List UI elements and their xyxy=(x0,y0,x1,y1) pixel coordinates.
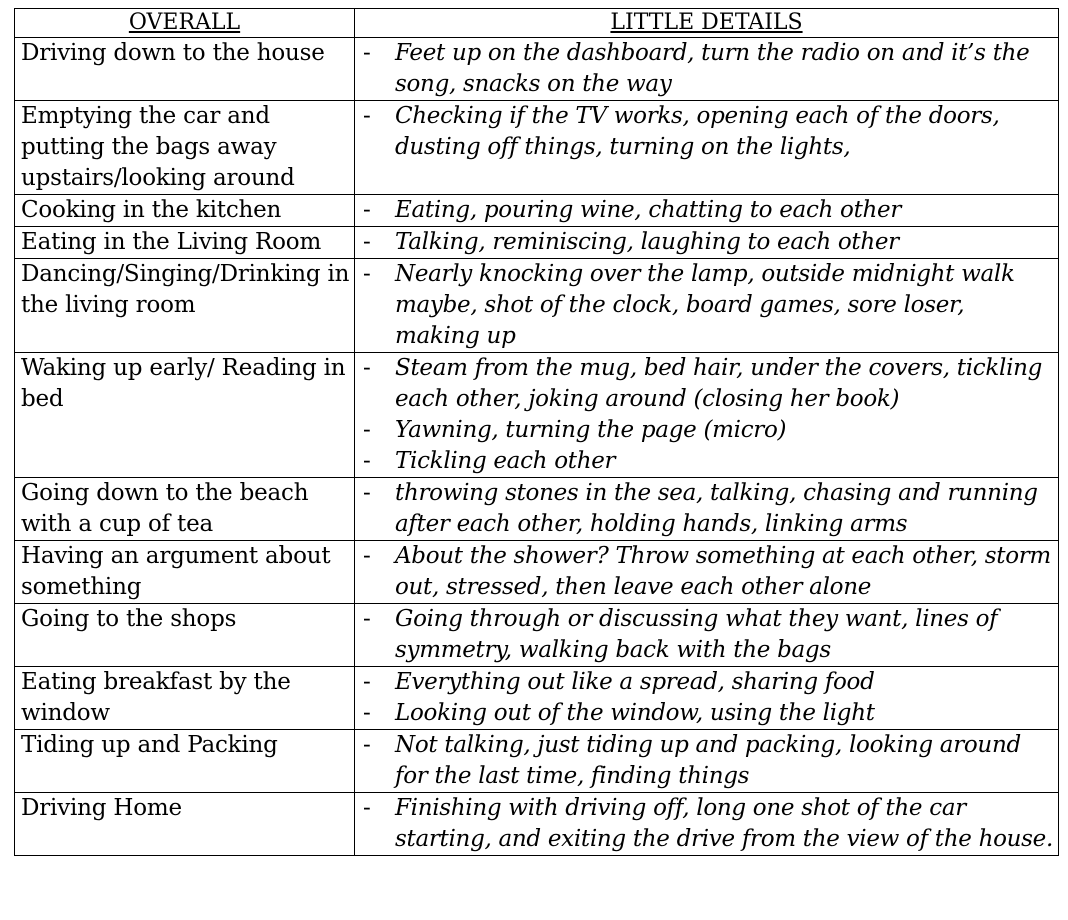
table-row xyxy=(15,667,1059,730)
dash-bullet: - xyxy=(363,732,371,758)
details-cell xyxy=(355,195,1059,227)
detail-item xyxy=(363,667,1054,698)
details-cell xyxy=(355,730,1059,793)
detail-text: Feet up on the dashboard, turn the radio on and it’s the song, snacks on the way xyxy=(395,40,1030,97)
overall-cell: Having an argument about something xyxy=(15,541,355,604)
overall-cell: Going to the shops xyxy=(15,604,355,667)
table-body xyxy=(15,38,1059,856)
table-row xyxy=(15,38,1059,101)
detail-text: About the shower? Throw something at each other, storm out, stressed, then leave each other alone xyxy=(395,543,1051,600)
details-cell xyxy=(355,353,1059,478)
overall-cell: Waking up early/ Reading in bed xyxy=(15,353,355,478)
overall-cell: Going down to the beach with a cup of tea xyxy=(15,478,355,541)
detail-text: Yawning, turning the page (micro) xyxy=(395,417,787,443)
detail-item xyxy=(363,698,1054,729)
detail-text: Finishing with driving off, long one shot of the car starting, and exiting the drive from the view of the house. xyxy=(395,795,1053,852)
table-row xyxy=(15,227,1059,259)
table-row xyxy=(15,730,1059,793)
dash-bullet: - xyxy=(363,355,371,381)
details-cell xyxy=(355,604,1059,667)
detail-text: Steam from the mug, bed hair, under the covers, tickling each other, joking around (closing her book) xyxy=(395,355,1043,412)
table-row xyxy=(15,353,1059,478)
dash-bullet: - xyxy=(363,417,371,443)
table-row xyxy=(15,478,1059,541)
dash-bullet: - xyxy=(363,197,371,223)
dash-bullet: - xyxy=(363,229,371,255)
detail-text: Looking out of the window, using the light xyxy=(395,700,875,726)
dash-bullet: - xyxy=(363,40,371,66)
table-row xyxy=(15,541,1059,604)
dash-bullet: - xyxy=(363,606,371,632)
detail-text: Checking if the TV works, opening each of the doors, dusting off things, turning on the lights, xyxy=(395,103,1000,160)
dash-bullet: - xyxy=(363,700,371,726)
details-cell xyxy=(355,667,1059,730)
header-little-details: LITTLE DETAILS xyxy=(355,9,1059,38)
detail-item xyxy=(363,446,1054,477)
table-row xyxy=(15,259,1059,353)
detail-item xyxy=(363,227,1054,258)
dash-bullet: - xyxy=(363,795,371,821)
dash-bullet: - xyxy=(363,480,371,506)
detail-text: Not talking, just tiding up and packing, looking around for the last time, finding things xyxy=(395,732,1021,789)
detail-text: Tickling each other xyxy=(395,448,616,474)
details-cell xyxy=(355,259,1059,353)
dash-bullet: - xyxy=(363,103,371,129)
dash-bullet: - xyxy=(363,448,371,474)
detail-text: Eating, pouring wine, chatting to each other xyxy=(395,197,902,223)
table-row xyxy=(15,604,1059,667)
detail-item xyxy=(363,793,1054,855)
details-cell xyxy=(355,38,1059,101)
details-cell xyxy=(355,478,1059,541)
detail-item xyxy=(363,259,1054,352)
overall-cell: Driving down to the house xyxy=(15,38,355,101)
scene-table xyxy=(14,8,1059,856)
details-cell xyxy=(355,227,1059,259)
details-cell xyxy=(355,101,1059,195)
overall-cell: Driving Home xyxy=(15,793,355,856)
detail-text: Nearly knocking over the lamp, outside midnight walk maybe, shot of the clock, board games, sore loser, making up xyxy=(395,261,1015,349)
overall-cell: Eating in the Living Room xyxy=(15,227,355,259)
overall-cell: Tiding up and Packing xyxy=(15,730,355,793)
detail-text: Talking, reminiscing, laughing to each other xyxy=(395,229,899,255)
detail-item xyxy=(363,730,1054,792)
table-row xyxy=(15,195,1059,227)
table-row xyxy=(15,101,1059,195)
detail-item xyxy=(363,415,1054,446)
overall-cell: Emptying the car and putting the bags away upstairs/looking around xyxy=(15,101,355,195)
dash-bullet: - xyxy=(363,543,371,569)
detail-item xyxy=(363,604,1054,666)
details-cell xyxy=(355,793,1059,856)
detail-item xyxy=(363,478,1054,540)
detail-item xyxy=(363,541,1054,603)
detail-text: throwing stones in the sea, talking, chasing and running after each other, holding hands, linking arms xyxy=(395,480,1038,537)
overall-cell: Cooking in the kitchen xyxy=(15,195,355,227)
header-overall: OVERALL xyxy=(15,9,355,38)
detail-item xyxy=(363,353,1054,415)
detail-item xyxy=(363,38,1054,100)
overall-cell: Dancing/Singing/Drinking in the living room xyxy=(15,259,355,353)
dash-bullet: - xyxy=(363,669,371,695)
detail-item xyxy=(363,195,1054,226)
detail-text: Everything out like a spread, sharing food xyxy=(395,669,875,695)
overall-cell: Eating breakfast by the window xyxy=(15,667,355,730)
details-cell xyxy=(355,541,1059,604)
dash-bullet: - xyxy=(363,261,371,287)
table-row xyxy=(15,793,1059,856)
header-row xyxy=(15,9,1059,38)
detail-text: Going through or discussing what they want, lines of symmetry, walking back with the bags xyxy=(395,606,998,663)
detail-item xyxy=(363,101,1054,163)
